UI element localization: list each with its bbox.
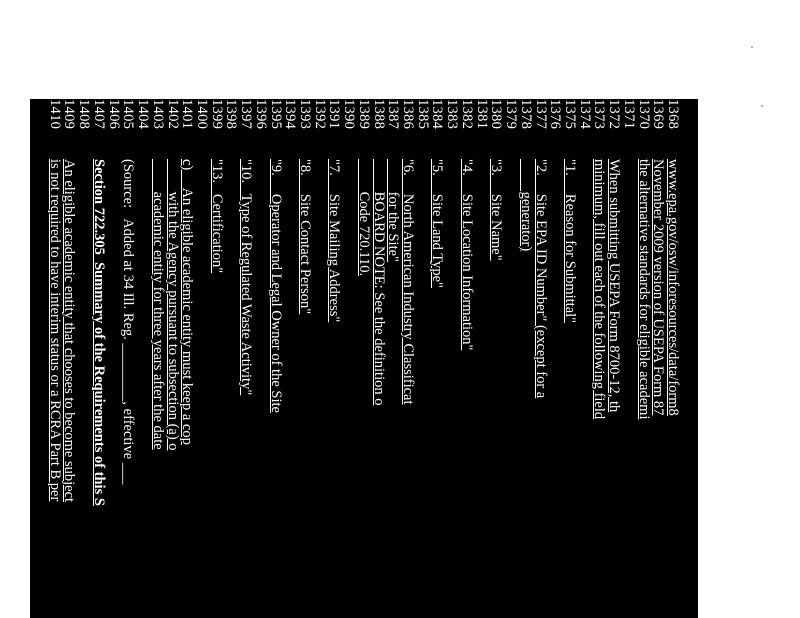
- scan-speck: [761, 105, 763, 107]
- document-line: [474, 99, 489, 618]
- document-line: [503, 99, 518, 618]
- line-number: 1382: [458, 99, 475, 130]
- line-text: "5. Site Land Type": [429, 159, 446, 288]
- document-line: [341, 99, 356, 618]
- line-text: Section 722.305 Summary of the Requirements of this S: [90, 159, 107, 506]
- scan-speck: [751, 46, 753, 48]
- line-number: 1401: [179, 99, 196, 130]
- document-line: [592, 99, 607, 618]
- line-number: 1385: [414, 99, 431, 130]
- line-number: 1371: [620, 99, 637, 130]
- line-number: 1399: [208, 99, 225, 130]
- line-text: for the Site": [385, 159, 402, 262]
- line-number: 1376: [547, 99, 564, 130]
- document-line: [430, 99, 445, 618]
- line-number: 1402: [164, 99, 181, 130]
- document-line: [621, 99, 636, 618]
- line-number: 1377: [532, 99, 549, 130]
- line-text: "8. Site Contact Person": [297, 159, 313, 315]
- line-number: 1396: [252, 99, 269, 130]
- line-number: 1372: [606, 99, 623, 130]
- document-line: [650, 99, 665, 618]
- line-number: 1390: [341, 99, 358, 130]
- line-number: 1403: [149, 99, 166, 130]
- document-line: [135, 99, 150, 618]
- document-line: [636, 99, 651, 618]
- line-number: 1369: [650, 99, 667, 130]
- line-number: 1404: [135, 99, 152, 130]
- document-line: [665, 99, 680, 618]
- line-number: 1384: [429, 99, 446, 130]
- line-number: 1391: [326, 99, 343, 130]
- line-text: "3. Site Name": [488, 159, 505, 261]
- line-text: An eligible academic entity that chooses to become subject: [61, 159, 78, 503]
- line-number: 1381: [473, 99, 490, 130]
- line-number: 1370: [635, 99, 652, 130]
- document-line: [547, 99, 562, 618]
- line-text: "2. Site EPA ID Number" (except for a: [532, 159, 549, 399]
- line-text: "1. Reason for Submittal": [561, 159, 578, 324]
- document-line: [577, 99, 592, 618]
- document-line: [312, 99, 327, 618]
- line-text: is not required to have interim status or a RCRA Part B per: [46, 159, 63, 502]
- line-number: 1393: [297, 99, 313, 130]
- line-number: 1405: [120, 99, 137, 130]
- document-line: [268, 99, 283, 618]
- line-number: 1409: [61, 99, 78, 130]
- line-number: 1400: [193, 99, 210, 130]
- document-line: [62, 99, 77, 618]
- document-line: [121, 99, 136, 618]
- document-line: [209, 99, 224, 618]
- line-number: 1407: [90, 99, 107, 130]
- line-number: 1397: [238, 99, 255, 130]
- document-line: [282, 99, 297, 618]
- line-number: 1408: [76, 99, 93, 130]
- line-text: minimum, fill out each of the following field: [591, 159, 608, 420]
- line-number: 1380: [488, 99, 505, 130]
- document-line: [194, 99, 209, 618]
- line-text: academic entity for three years after the date: [149, 159, 166, 450]
- document-line: [386, 99, 401, 618]
- document-line: [444, 99, 459, 618]
- line-number: 1368: [665, 99, 681, 130]
- document-line: [238, 99, 253, 618]
- line-number: 1387: [385, 99, 402, 130]
- line-text: c) An eligible academic entity must keep a cop: [179, 159, 196, 445]
- line-text: (Source: Added at 34 Ill. Reg. ________, effective ___: [120, 159, 137, 485]
- line-number: 1383: [444, 99, 461, 130]
- line-number: 1388: [370, 99, 387, 130]
- document-line: [489, 99, 504, 618]
- line-text: November 2009 version of USEPA Form 87: [650, 159, 667, 416]
- document-line: [106, 99, 121, 618]
- line-text: "4. Site Location Information": [458, 159, 475, 351]
- rotated-scanned-page: [30, 99, 698, 618]
- document-line: [91, 99, 106, 618]
- line-number: 1406: [105, 99, 122, 130]
- line-number: 1386: [400, 99, 417, 130]
- document-line: [297, 99, 312, 618]
- document-line: [606, 99, 621, 618]
- document-line: [47, 99, 62, 618]
- line-number: 1389: [355, 99, 372, 130]
- document-line: [224, 99, 239, 618]
- document-line: [400, 99, 415, 618]
- document-line: [415, 99, 430, 618]
- line-number: 1392: [311, 99, 328, 130]
- document-line: [253, 99, 268, 618]
- line-number: 1398: [223, 99, 240, 130]
- line-text: generator): [517, 159, 534, 252]
- line-number: 1410: [46, 99, 63, 130]
- line-text: "7. Site Mailing Address": [326, 159, 343, 323]
- line-text: the alternative standards for eligible academi: [635, 159, 652, 420]
- line-text: www.epa.gov/osw/inforesources/data/form8: [665, 159, 681, 416]
- line-number: 1378: [517, 99, 534, 130]
- document-line: [518, 99, 533, 618]
- line-number: 1394: [282, 99, 299, 130]
- document-line: [179, 99, 194, 618]
- line-text: with the Agency pursuant to subsection (a) o: [164, 159, 181, 451]
- line-number: 1395: [267, 99, 284, 130]
- document-line: [562, 99, 577, 618]
- line-text: When submitting USEPA Form 8700-12, th: [606, 159, 623, 413]
- line-text: "13. Certification": [208, 159, 225, 274]
- document-line: [327, 99, 342, 618]
- document-line: [459, 99, 474, 618]
- line-text: "10. Type of Regulated Waste Activity": [238, 159, 255, 396]
- line-number: 1375: [561, 99, 578, 130]
- document-line: [356, 99, 371, 618]
- line-text: BOARD NOTE: See the definition o: [370, 159, 387, 406]
- line-text: "6. North American Industry Classificat: [400, 159, 417, 405]
- line-number: 1379: [503, 99, 520, 130]
- document-line: [371, 99, 386, 618]
- line-text: Code 720.110.: [355, 159, 372, 277]
- document-line: [76, 99, 91, 618]
- document-line: [533, 99, 548, 618]
- line-number: 1373: [591, 99, 608, 130]
- document-line: [165, 99, 180, 618]
- page-content: [30, 99, 698, 618]
- line-number: 1374: [576, 99, 593, 130]
- line-text: "9. Operator and Legal Owner of the Site: [267, 159, 284, 413]
- document-line: [150, 99, 165, 618]
